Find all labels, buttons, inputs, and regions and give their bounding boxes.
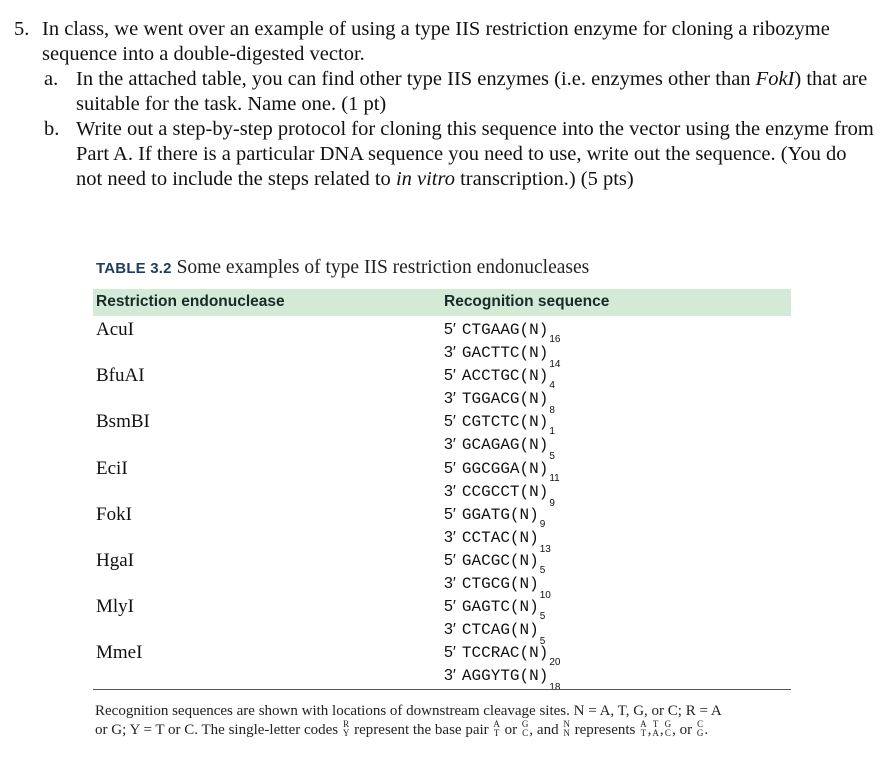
stacked-n3-bottom: C [664, 727, 671, 738]
stacked-pair-gc [522, 720, 529, 738]
table-row-ecii [93, 457, 791, 509]
part-a-text [76, 67, 876, 117]
stacked-pair-1 [640, 720, 647, 738]
table-label: TABLE 3.2 [96, 260, 172, 277]
stacked-cg-bottom: G [696, 727, 704, 738]
sequence-bottom-text: TGGACG(N) [461, 390, 549, 409]
part-b-text-2: transcription.) (5 pts) [454, 168, 634, 190]
prime-3: 3′ [444, 575, 456, 592]
sequence-top-strand [444, 319, 561, 345]
prime-3: 3′ [444, 390, 456, 408]
cleavage-index-bottom: 9 [549, 497, 555, 509]
table-footnote [95, 702, 795, 740]
cleavage-index-top: 4 [549, 380, 555, 392]
enzyme-name: BsmBI [96, 411, 150, 433]
question-number: 5. [14, 18, 30, 40]
comma-1: , [647, 722, 652, 738]
footnote-text-a: or G; Y = T or C. The single-letter codes [95, 722, 342, 738]
footnote-text-d: , and [529, 722, 563, 738]
sequence-top-strand [444, 411, 555, 438]
stacked-n2-top: T [652, 718, 659, 729]
enzyme-name: BfuAI [96, 365, 145, 387]
sequence-bottom-strand [444, 619, 546, 648]
cleavage-index-bottom: 5 [549, 451, 555, 463]
sequence-bottom-strand [444, 573, 551, 601]
part-a-italic: FokI [755, 68, 795, 90]
recognition-sequence [444, 319, 561, 370]
part-a-letter: a. [44, 68, 59, 90]
sequence-top-text: GGCGGA(N) [461, 459, 549, 478]
prime-3: 3′ [444, 436, 456, 454]
sequence-bottom-strand [444, 388, 555, 417]
prime-5: 5′ [444, 413, 456, 431]
enzyme-name: AcuI [96, 319, 134, 340]
enzyme-name: EciI [96, 457, 128, 479]
sequence-top-text: ACCTGC(N) [461, 367, 549, 386]
footnote-text-e: represents [570, 722, 640, 738]
sequence-bottom-strand [444, 481, 559, 509]
stacked-pair-2 [652, 720, 659, 738]
cleavage-index-bottom: 8 [549, 405, 555, 417]
stacked-cg-top: C [697, 718, 704, 729]
prime-3: 3′ [444, 528, 456, 546]
footnote-text-f: , or [672, 722, 696, 738]
cleavage-index-top: 1 [549, 426, 555, 438]
stacked-y: Y [342, 727, 350, 738]
prime-5: 5′ [444, 505, 456, 523]
stacked-pair-3 [665, 720, 672, 738]
stacked-n1-top: A [640, 718, 647, 729]
recognition-sequence [444, 504, 551, 555]
sequence-top-strand [444, 365, 555, 392]
sequence-top-strand [444, 596, 546, 623]
stacked-code-n [563, 720, 570, 738]
sequence-top-strand [444, 642, 561, 669]
stacked-r: R [343, 718, 350, 729]
stacked-n2-bottom: A [652, 727, 659, 738]
footnote-line-2 [95, 718, 795, 740]
table-row-bsmbi [93, 411, 791, 463]
sequence-top-text: CGTCTC(N) [461, 413, 549, 432]
stacked-t: T [493, 727, 500, 738]
sequence-bottom-text: AGGYTG(N) [461, 667, 549, 686]
table-row-hgai [93, 550, 791, 601]
column-header-sequence: Recognition sequence [444, 293, 610, 310]
column-header-enzyme: Restriction endonuclease [96, 293, 285, 310]
table-header [93, 289, 791, 316]
cleavage-index-top: 9 [539, 518, 546, 530]
stacked-code-ry [343, 720, 350, 738]
table-row-acui [93, 319, 791, 370]
table-title: Some examples of type IIS restriction endonucleases [176, 257, 590, 278]
footnote-line-1: Recognition sequences are shown with locations of downstream cleavage sites. N = A, T, G, or C; R = A [95, 703, 722, 719]
enzyme-name: HgaI [96, 550, 134, 571]
cleavage-index-bottom: 10 [539, 590, 551, 601]
table-caption [96, 257, 589, 279]
sequence-bottom-strand [444, 434, 555, 463]
table-row-mmei [93, 642, 791, 694]
recognition-sequence [444, 365, 555, 417]
footnote-text-c: or [500, 722, 521, 738]
prime-5: 5′ [444, 459, 456, 477]
sequence-top-strand [444, 504, 550, 530]
footnote-text-g: . [704, 722, 709, 738]
prime-5: 5′ [444, 598, 456, 616]
cleavage-index-bottom: 13 [539, 543, 551, 555]
sequence-top-text: TCCRAC(N) [461, 644, 549, 663]
sequence-top-text: GACGC(N) [461, 552, 539, 570]
stacked-n3-top: G [664, 718, 672, 729]
prime-3: 3′ [444, 667, 456, 685]
table-bottom-rule [93, 689, 791, 690]
enzyme-name: FokI [96, 503, 132, 525]
recognition-sequence [444, 411, 555, 463]
part-a-text-1: In the attached table, you can find other type IIS enzymes (i.e. enzymes other than [76, 68, 756, 90]
sequence-bottom-text: CTGCG(N) [461, 575, 539, 593]
cleavage-index-top: 5 [539, 611, 546, 623]
cleavage-index-bottom: 5 [539, 636, 546, 648]
stacked-a: A [493, 718, 500, 729]
stacked-g: G [521, 718, 529, 729]
recognition-sequence [444, 642, 561, 694]
prime-5: 5′ [444, 552, 456, 569]
prime-3: 3′ [444, 344, 456, 361]
part-b-text-1: Write out a step-by-step protocol for cloning this sequence into the vector using the enzyme from Part A. If there is a particular DNA sequence you need to use, write out the sequence. (You do not need to include the steps related to [76, 118, 874, 190]
sequence-bottom-strand [444, 342, 561, 370]
stacked-n-top: N [563, 718, 570, 729]
sequence-top-strand [444, 458, 560, 484]
enzyme-name: MlyI [96, 596, 134, 618]
table-row-foki [93, 503, 791, 555]
cleavage-index-top: 5 [539, 565, 546, 576]
prime-3: 3′ [444, 621, 456, 639]
enzyme-name: MmeI [96, 642, 143, 664]
table-row-mlyi [93, 596, 791, 648]
cleavage-index-top: 20 [549, 657, 561, 669]
sequence-bottom-text: CCGCCT(N) [461, 482, 549, 501]
sequence-bottom-text: CCTAC(N) [461, 528, 539, 547]
stacked-pair-at [493, 720, 500, 738]
prime-5: 5′ [444, 321, 456, 338]
sequence-bottom-strand [444, 665, 561, 694]
stacked-n1-bottom: T [640, 727, 647, 738]
cleavage-index-top: 11 [549, 472, 560, 484]
stacked-c: C [522, 727, 529, 738]
sequence-bottom-text: GACTTC(N) [461, 344, 549, 362]
cleavage-index-top: 16 [549, 334, 561, 345]
part-b-text [76, 117, 876, 192]
prime-5: 5′ [444, 367, 456, 385]
table-row-bfuai [93, 365, 791, 417]
prime-5: 5′ [444, 644, 456, 662]
prime-3: 3′ [444, 482, 456, 500]
stacked-n-bottom: N [563, 727, 570, 738]
stacked-pair-cg [697, 720, 704, 738]
sequence-top-strand [444, 550, 550, 576]
footnote-text-b: represent the base pair [350, 722, 493, 738]
recognition-sequence [444, 596, 546, 648]
cleavage-index-bottom: 14 [549, 359, 561, 370]
recognition-sequence [444, 550, 551, 601]
part-b-italic: in vitro [395, 168, 455, 190]
part-b-letter: b. [44, 118, 60, 140]
sequence-bottom-text: GCAGAG(N) [461, 436, 549, 455]
cleavage-index-bottom: 18 [549, 682, 561, 694]
sequence-top-text: GAGTC(N) [461, 598, 539, 617]
sequence-top-text: GGATG(N) [461, 505, 539, 524]
sequence-top-text: CTGAAG(N) [461, 321, 549, 339]
sequence-bottom-strand [444, 527, 551, 555]
recognition-sequence [444, 458, 560, 509]
question-text: In class, we went over an example of using a type IIS restriction enzyme for cloning a ribozyme sequence into a double-digested vector. [42, 18, 830, 65]
part-a-text-2: ) that are suitable for the task. Name one. (1 pt) [76, 68, 868, 115]
sequence-bottom-text: CTCAG(N) [461, 621, 539, 640]
comma-2: , [659, 722, 664, 738]
